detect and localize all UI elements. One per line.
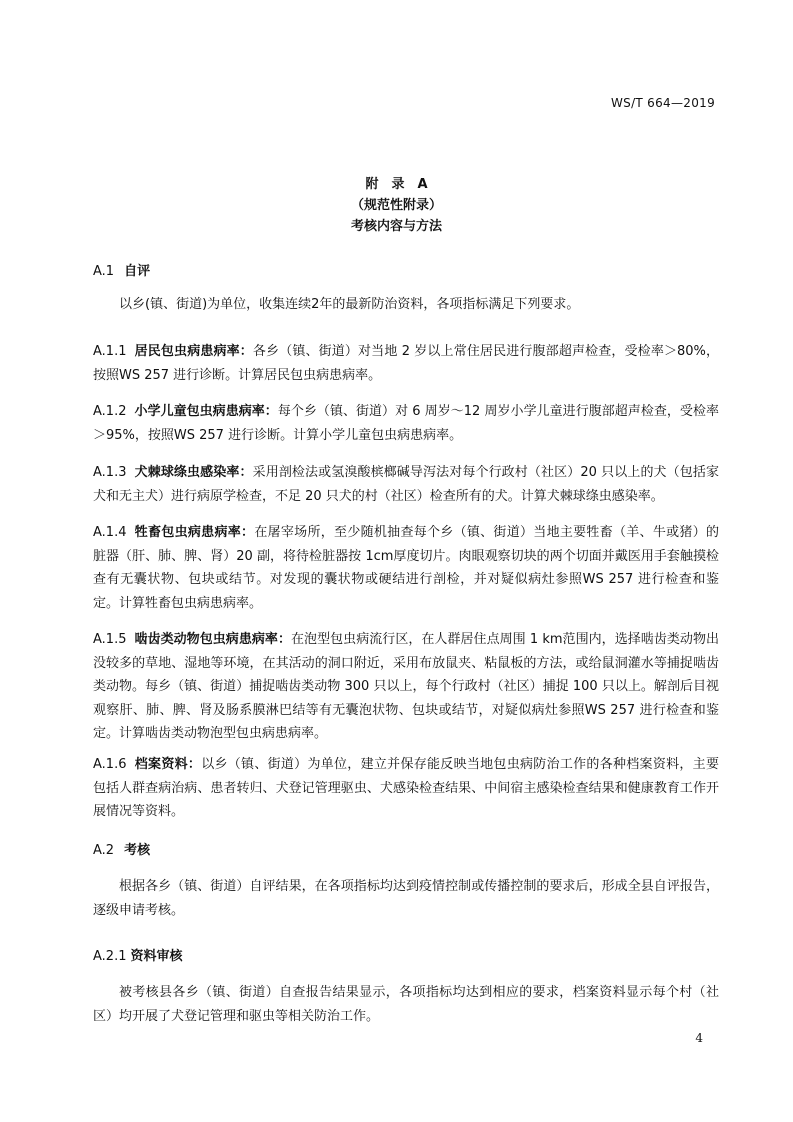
annex-title-block xyxy=(0,174,793,237)
section-title: 考核 xyxy=(124,843,151,858)
clause-text: 在屠宰场所，至少随机抽查每个乡（镇、街道）当地主要牲畜（羊、牛或猪）的脏器（肝、肺、脾、肾）20 副，将待检脏器按 1cm厚度切片。肉眼观察切块的两个切面并戴医用手套触摸检查有无囊状物、包块或结节。对发现的囊状物或硬结进行剖检，并对疑似病灶参照WS 257 进行检查和鉴定。计算牲畜包虫病患病率。 xyxy=(93,525,719,611)
clause-text: 每个乡（镇、街道）对 6 周岁～12 周岁小学儿童进行腹部超声检查，受检率＞95%，按照WS 257 进行诊断。计算小学儿童包虫病患病率。 xyxy=(93,404,719,443)
clause-text: 以乡（镇、街道）为单位，建立并保存能反映当地包虫病防治工作的各种档案资料，主要包括人群查病治病、患者转归、犬登记管理驱虫、犬感染检查结果、中间宿主感染检查结果和健康教育工作开展情况等资料。 xyxy=(93,757,719,819)
clause-text: 采用剖检法或氢溴酸槟榔碱导泻法对每个行政村（社区）20 只以上的犬（包括家犬和无主犬）进行病原学检查，不足 20 只犬的村（社区）检查所有的犬。计算犬棘球绦虫感染率。 xyxy=(93,465,719,504)
clause-a1-5 xyxy=(93,628,719,746)
clause-a1-2 xyxy=(93,400,719,447)
clause-label: 居民包虫病患病率： xyxy=(134,344,253,359)
a2-1-paragraph: 被考核县各乡（镇、街道）自查报告结果显示，各项指标均达到相应的要求，档案资料显示每个村（社区）均开展了犬登记管理和驱虫等相关防治工作。 xyxy=(93,985,719,1024)
clause-a1-3 xyxy=(93,461,719,508)
clause-label: 牲畜包虫病患病率： xyxy=(134,525,255,540)
clause-number: A.1.3 xyxy=(93,465,127,480)
clause-text: 各乡（镇、街道）对当地 2 岁以上常住居民进行腹部超声检查，受检率＞80%，按照WS 257 进行诊断。计算居民包虫病患病率。 xyxy=(93,344,719,383)
standard-code: WS/T 664—2019 xyxy=(610,96,715,110)
section-title: 自评 xyxy=(124,264,151,279)
section-number: A.2.1 xyxy=(93,949,127,964)
clause-label: 小学儿童包虫病患病率： xyxy=(134,404,278,419)
clause-label: 档案资料： xyxy=(134,757,202,772)
section-number: A.1 xyxy=(93,264,115,279)
annex-label: 附 录 A xyxy=(365,177,428,192)
page-number: 4 xyxy=(695,1031,703,1045)
clause-number: A.1.5 xyxy=(93,632,127,647)
section-a1-heading xyxy=(93,260,150,279)
clause-number: A.1.2 xyxy=(93,404,127,419)
clause-a1-4 xyxy=(93,521,719,615)
a2-intro-paragraph: 根据各乡（镇、街道）自评结果，在各项指标均达到疫情控制或传播控制的要求后，形成全县自评报告，逐级申请考核。 xyxy=(93,879,719,918)
a1-intro-paragraph: 以乡(镇、街道)为单位，收集连续2年的最新防治资料，各项指标满足下列要求。 xyxy=(119,297,580,312)
clause-number: A.1.6 xyxy=(93,757,127,772)
clause-a1-1 xyxy=(93,340,719,387)
section-title: 资料审核 xyxy=(130,949,183,964)
section-number: A.2 xyxy=(93,843,115,858)
clause-number: A.1.1 xyxy=(93,344,127,359)
clause-label: 啮齿类动物包虫病患病率： xyxy=(134,632,291,647)
clause-label: 犬棘球绦虫感染率： xyxy=(134,465,253,480)
annex-name: 考核内容与方法 xyxy=(350,219,442,234)
clause-number: A.1.4 xyxy=(93,525,127,540)
clause-a1-6 xyxy=(93,753,719,824)
annex-nature: （规范性附录） xyxy=(350,198,442,213)
section-a2-1-heading xyxy=(93,945,183,964)
section-a2-heading xyxy=(93,839,150,858)
clause-text: 在泡型包虫病流行区，在人群居住点周围 1 km范围内，选择啮齿类动物出没较多的草地、湿地等环境，在其活动的洞口附近，采用布放鼠夹、粘鼠板的方法，或给鼠洞灌水等捕捉啮齿类动物。每乡（镇、街道）捕捉啮齿类动物 300 只以上，每个行政村（社区）捕捉 100 只以上。解剖后目视观察肝、肺、脾、肾及肠系膜淋巴结等有无囊泡状物、包块或结节，对疑似病灶参照WS 257 进行检查和鉴定。计算啮齿类动物泡型包虫病患病率。 xyxy=(93,632,719,741)
